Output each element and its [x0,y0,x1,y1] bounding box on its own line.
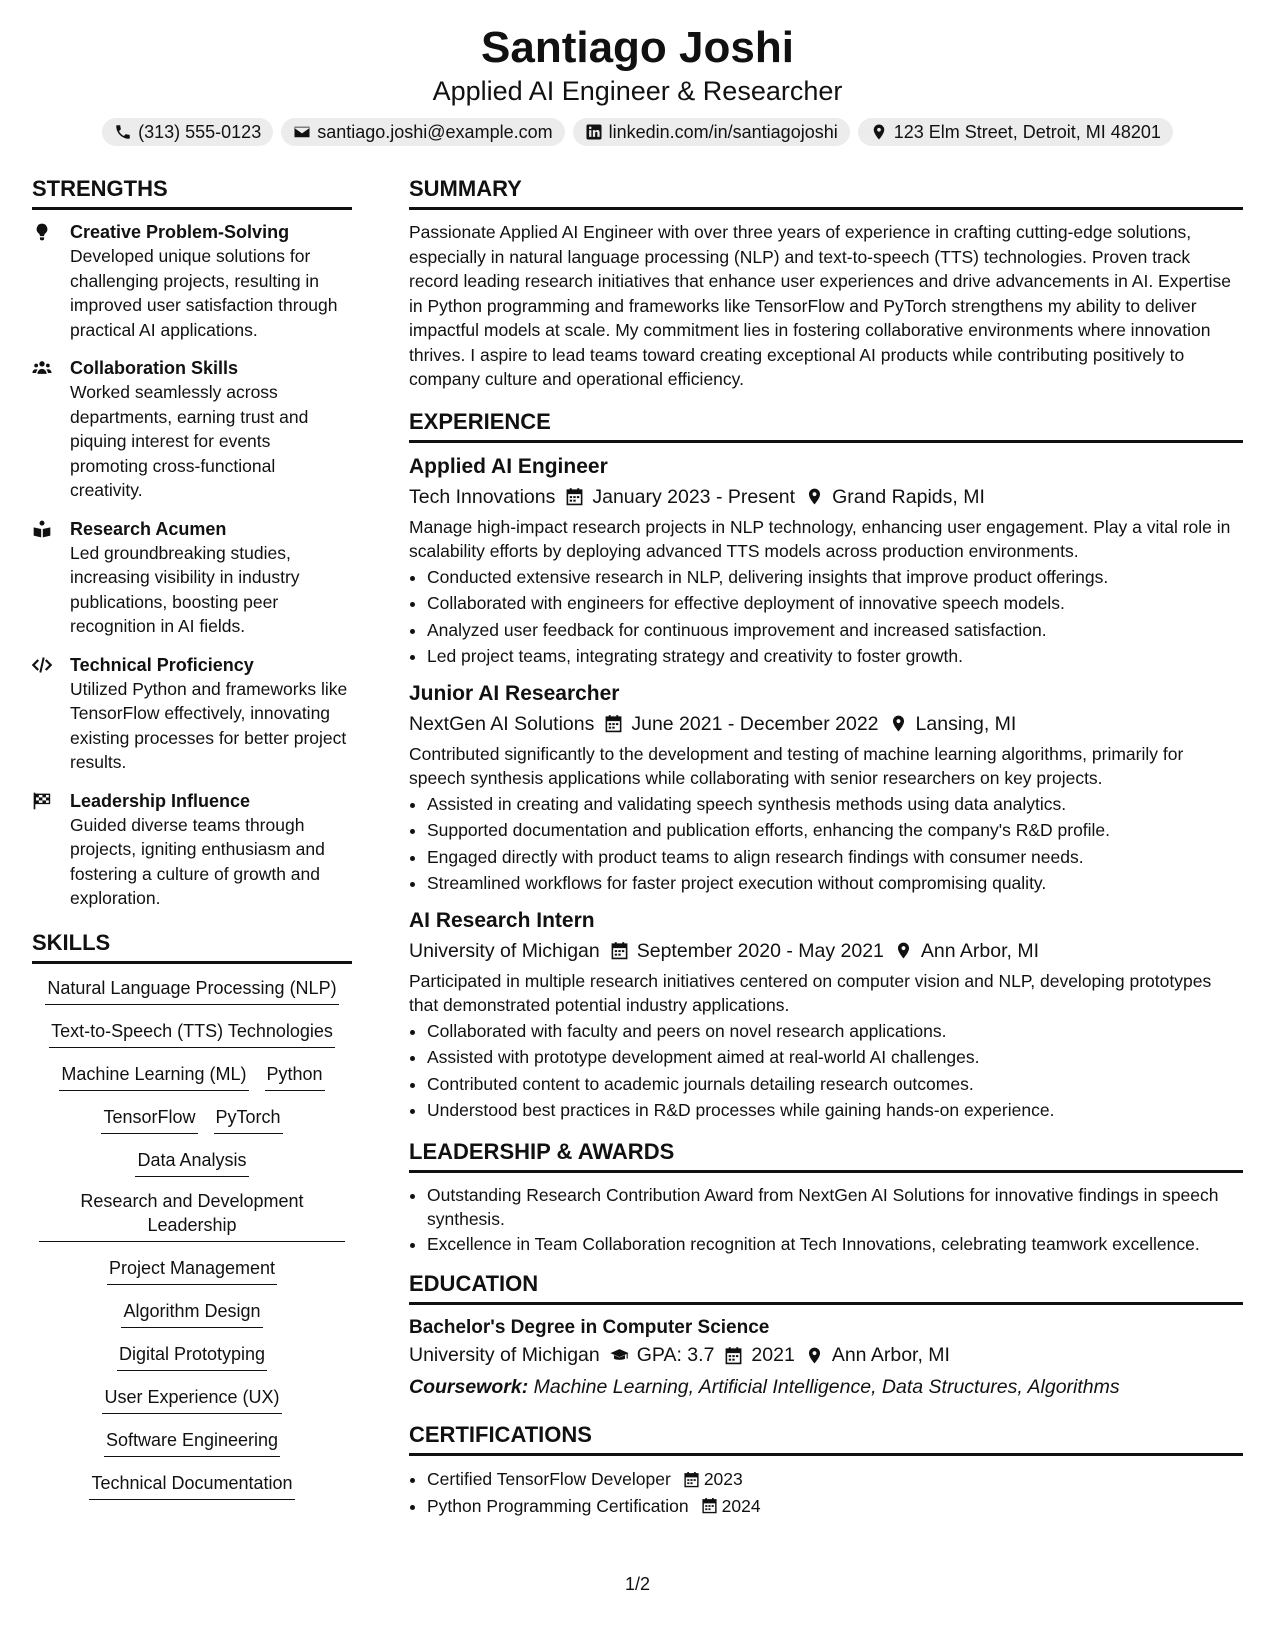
skill-tag: Text-to-Speech (TTS) Technologies [49,1017,335,1048]
job-meta [409,937,1243,965]
left-column [32,175,352,1512]
map-marker-icon [894,941,913,960]
leadership-title: LEADERSHIP & AWARDS [409,1138,1243,1173]
envelope-icon [293,123,311,141]
job-description: Manage high-impact research projects in NLP technology, enhancing user engagement. Play a vital role in scalability efforts by deploying advanced TTS models across production environments. [409,516,1231,561]
calendar-icon [604,714,623,733]
cert-name: • Certified TensorFlow Developer [427,1469,671,1489]
calendar-icon [724,1346,743,1365]
strength-title: Technical Proficiency [70,654,254,675]
skill-tag: Technical Documentation [89,1469,294,1500]
cert-year: 2023 [703,1469,743,1489]
job-bullets [409,791,1243,897]
job-entry [409,453,1243,670]
email-text: santiago.joshi@example.com [317,122,553,142]
flag-checkered-icon [32,791,52,811]
gpa-text: GPA: 3.7 [636,1344,715,1366]
skill-tag: Research and Development Leadership [39,1189,345,1242]
strengths-title: STRENGTHS [32,175,352,210]
map-marker-icon [805,487,824,506]
strength-desc: Developed unique solutions for challenging projects, resulting in improved user satisfaction through practical AI applications. [70,246,338,340]
list-item: • Excellence in Team Collaboration recognition at Tech Innovations, celebrating teamwork excellence. [427,1232,1243,1257]
list-item: • Collaborated with faculty and peers on novel research applications. [427,1018,1243,1045]
summary-title: SUMMARY [409,175,1243,210]
contact-bar [0,118,1275,146]
job-dates: January 2023 - Present [592,485,796,508]
certifications-title: CERTIFICATIONS [409,1421,1243,1456]
map-marker-icon [889,714,908,733]
page-number: 1/2 [624,1574,651,1594]
company-name: Tech Innovations [409,485,556,508]
skill-tag: Machine Learning (ML) [59,1060,248,1091]
job-description: Contributed significantly to the development and testing of machine learning algorithms, primarily for speech synthesis applications while collaborating with senior researchers on key projects. [409,743,1184,788]
strength-desc: Led groundbreaking studies, increasing visibility in industry publications, boosting peer recognition in AI fields. [70,542,300,636]
list-item: • Analyzed user feedback for continuous improvement and increased satisfaction. [427,617,1243,644]
strength-item [32,220,352,342]
list-item [427,1466,1243,1493]
job-dates: September 2020 - May 2021 [636,939,884,962]
skill-tag: Software Engineering [104,1426,280,1457]
job-meta [409,483,1243,511]
education-meta [409,1341,1243,1369]
lightbulb-icon [32,222,52,242]
skill-tag: Python [265,1060,325,1091]
contact-phone[interactable] [102,118,273,146]
strength-desc: Utilized Python and frameworks like TensorFlow effectively, innovating existing processes for better project results. [70,678,348,772]
education-title: EDUCATION [409,1270,1243,1305]
skill-tag: Algorithm Design [121,1297,262,1328]
job-location: Grand Rapids, MI [832,485,985,508]
summary-text: Passionate Applied AI Engineer with over three years of experience in crafting cutting-edge solutions, especially in natural language processing (NLP) and text-to-speech (TTS) technologies. Proven track record leading research initiatives that enhance user experiences and drive advancements in AI. Expertise in Python programming and frameworks like TensorFlow and PyTorch strengthens my ability to deliver impactful models at scale. My commitment lies in fostering collaborative environments where innovation thrives. I aspire to lead teams toward creating exceptional AI products while contributing positively to company culture and operational efficiency. [409,222,1231,389]
phone-icon [114,123,132,141]
map-marker-icon [805,1346,824,1365]
degree-title: Bachelor's Degree in Computer Science [409,1317,770,1338]
book-reader-icon [32,519,52,539]
resume-header [0,0,1275,146]
phone-text: (313) 555-0123 [138,122,262,142]
candidate-name: Santiago Joshi [481,23,794,72]
skill-tag: Natural Language Processing (NLP) [45,974,338,1005]
skills-title: SKILLS [32,929,352,964]
contact-address [858,118,1173,146]
strength-item [32,653,352,775]
contact-email[interactable] [281,118,564,146]
code-icon [32,655,52,675]
coursework-label: Coursework: [409,1376,529,1398]
list-item: • Led project teams, integrating strategy and creativity to foster growth. [427,643,1243,670]
strength-title: Research Acumen [70,518,227,539]
coursework [409,1373,1243,1401]
job-title: AI Research Intern [409,908,595,932]
list-item: • Engaged directly with product teams to align research findings with consumer needs. [427,844,1243,871]
list-item: • Outstanding Research Contribution Award from NextGen AI Solutions for innovative findings in speech synthesis. [427,1183,1243,1232]
candidate-role: Applied AI Engineer & Researcher [432,76,843,106]
skill-tag: Data Analysis [135,1146,248,1177]
job-meta [409,710,1243,738]
job-entry [409,680,1243,897]
calendar-icon [701,1497,718,1514]
job-location: Lansing, MI [915,712,1017,735]
skill-tag: TensorFlow [101,1103,197,1134]
strength-item [32,356,352,503]
strength-title: Leadership Influence [70,790,251,811]
job-bullets [409,1018,1243,1124]
right-column [409,175,1243,1519]
job-bullets [409,564,1243,670]
education-location: Ann Arbor, MI [831,1344,950,1366]
company-name: University of Michigan [409,939,600,962]
school-name: University of Michigan [409,1344,600,1366]
graduation-cap-icon [610,1346,629,1365]
strength-title: Collaboration Skills [70,358,239,378]
cert-year: 2024 [721,1495,761,1516]
list-item: • Collaborated with engineers for effective deployment of innovative speech models. [427,590,1243,617]
skill-tag: User Experience (UX) [102,1383,281,1414]
list-item: • Supported documentation and publication efforts, enhancing the company's R&D profile. [427,817,1243,844]
strength-desc: Worked seamlessly across departments, earning trust and piquing interest for events promoting cross-functional creativity. [70,382,309,500]
calendar-icon [565,487,584,506]
linkedin-icon [585,123,603,141]
experience-title: EXPERIENCE [409,408,1243,443]
calendar-icon [610,941,629,960]
job-entry [409,907,1243,1124]
strength-item [32,517,352,639]
strength-title: Creative Problem-Solving [70,222,290,242]
list-item: • Assisted in creating and validating speech synthesis methods using data analytics. [427,791,1243,818]
job-description: Participated in multiple research initiatives centered on computer vision and NLP, developing prototypes that demonstrated potential industry applications. [409,970,1212,1015]
coursework-text: Machine Learning, Artificial Intelligence, Data Structures, Algorithms [533,1376,1120,1398]
map-marker-icon [870,123,888,141]
list-item: • Contributed content to academic journals detailing research outcomes. [427,1071,1243,1098]
strength-item [32,789,352,911]
graduation-year: 2021 [751,1344,795,1366]
list-item: • Understood best practices in R&D processes while gaining hands-on experience. [427,1097,1243,1124]
skill-tag: Digital Prototyping [117,1340,267,1371]
skill-tag: Project Management [107,1254,277,1285]
list-item: • Conducted extensive research in NLP, delivering insights that improve product offerings. [427,564,1243,591]
linkedin-text: linkedin.com/in/santiagojoshi [608,122,838,142]
strength-desc: Guided diverse teams through projects, igniting enthusiasm and fostering a culture of growth and exploration. [70,814,325,908]
list-item: • Streamlined workflows for faster project execution without compromising quality. [427,870,1243,897]
skill-tag: PyTorch [214,1103,283,1134]
job-title: Applied AI Engineer [409,454,608,478]
job-location: Ann Arbor, MI [920,939,1040,962]
contact-linkedin[interactable] [573,118,850,146]
list-item: • Assisted with prototype development aimed at real-world AI challenges. [427,1044,1243,1071]
users-icon [32,358,52,378]
job-dates: June 2021 - December 2022 [631,712,879,735]
calendar-icon [683,1471,700,1488]
leadership-list [409,1183,1243,1257]
skills-list [32,974,352,1500]
list-item [427,1493,1243,1520]
address-text: 123 Elm Street, Detroit, MI 48201 [893,122,1161,142]
company-name: NextGen AI Solutions [409,712,595,735]
cert-name: • Python Programming Certification [427,1495,689,1516]
job-title: Junior AI Researcher [409,681,620,705]
certifications-list [409,1466,1243,1519]
